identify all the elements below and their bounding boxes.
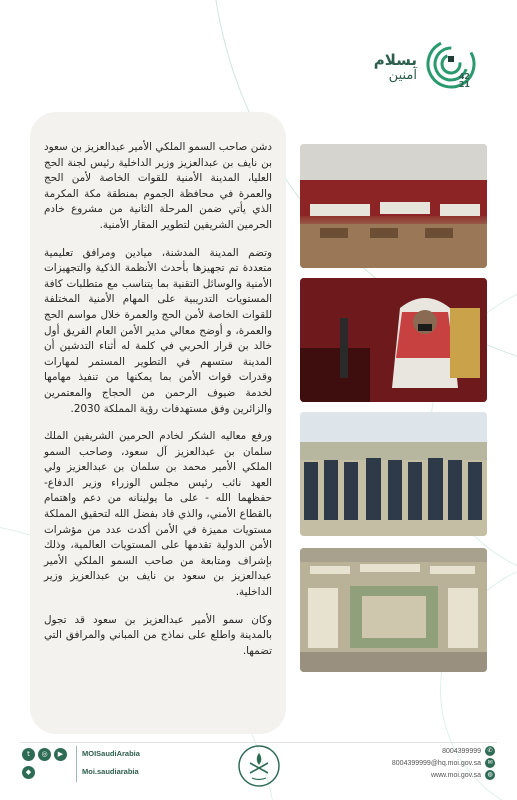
social-row-1 (22, 748, 67, 761)
contact-phone[interactable]: 8004399999 (442, 747, 481, 755)
logo-year-top: 42 (458, 72, 470, 81)
campaign-logo-year (459, 73, 470, 89)
photo-aerial-city (300, 548, 487, 672)
article-paragraph: وكان سمو الأمير عبدالعزيز بن سعود قد تجول بالمدينة واطلع على نماذج من المباني والمرافق التي تضمها. (44, 613, 272, 657)
logo-line-1: بسلام (373, 51, 417, 69)
contact-email-row[interactable] (392, 758, 495, 768)
social-handle-secondary[interactable]: Moi.saudiarabia (82, 767, 139, 776)
contact-email[interactable]: 8004399999@hq.moi.gov.sa (391, 759, 481, 767)
campaign-logo-text (374, 52, 417, 83)
article-card (30, 112, 286, 734)
instagram-icon[interactable]: ◎ (38, 748, 51, 761)
article-paragraph: وتضم المدينة المدشنة، ميادين ومرافق تعليمية متعددة تم تجهيزها بأحدث الأنظمة الذكية والتجهيزات الأمنية والوسائل التقنية بما يتناسب مع متطلبات كافة المستويات التدريبية على المهام الأمنية المختلفة للقوات الخاصة لأمن الحج والعمرة خلال مواسم الحج والعمرة، و أوضح معالي مدير الأمن العام الفريق أول خالد بن قرار الحربي في كلمة له أثناء التدشين أن المدينة ستسهم في التطوير المستمر لمهارات وقدرات قوات الأمن بما يمكنها من تنفيذ مهامها لخدمة ضيوف الرحمن من الحجاج والمعتمرين والزائرين وفق مستهدفات رؤية المملكة 2030. (44, 246, 272, 415)
contact-phone-row[interactable] (442, 746, 495, 756)
footer-divider (20, 742, 497, 743)
ministry-emblem-icon (238, 745, 280, 787)
photo-security-forces (300, 412, 487, 536)
snapchat-icon[interactable]: ◆ (22, 766, 35, 779)
campaign-logo (367, 38, 477, 98)
photo-official-illustration (300, 278, 487, 402)
logo-line-2: آمنين (388, 68, 417, 83)
youtube-icon[interactable]: ▶ (54, 748, 67, 761)
globe-icon: ◍ (485, 770, 495, 780)
article-paragraph: ورفع معاليه الشكر لخادم الحرمين الشريفين الملك سلمان بن عبدالعزيز آل سعود، وصاحب السمو الملكي الأمير محمد بن سلمان بن عبدالعزيز ولي العهد نائب رئيس مجلس الوزراء وزير الدفاع- حفظهما الله - على ما يولينانه من دعم واهتمام بالقطاع الأمني، والذي قاد بفضل الله لتحقيق المملكة مستويات مميزة في الأمن أكدت عدد من مؤشرات الأمن الدولية تقدمها على المستويات العالمية، وذلك بإشراف ومتابعة من صاحب السمو الملكي الأمير عبدالعزيز بن سعود بن نايف بن عبدالعزيز وزير الداخلية. (44, 430, 272, 599)
contact-website[interactable]: www.moi.gov.sa (430, 771, 481, 779)
social-row-2 (22, 766, 35, 779)
photo-aerial-city-illustration (300, 548, 487, 672)
photo-auditorium-illustration (300, 144, 487, 268)
logo-year-bottom: 21 (458, 80, 470, 89)
social-links (22, 746, 142, 792)
contact-website-row[interactable] (431, 770, 495, 780)
photo-official (300, 278, 487, 402)
contact-info (345, 746, 495, 792)
social-divider (76, 746, 77, 782)
photo-security-forces-illustration (300, 412, 487, 536)
photo-auditorium (300, 144, 487, 268)
twitter-icon[interactable]: t (22, 748, 35, 761)
email-icon: ✉ (485, 758, 495, 768)
social-handle-main[interactable]: MOISaudiArabia (82, 749, 140, 758)
article-paragraph: دشن صاحب السمو الملكي الأمير عبدالعزيز بن سعود بن نايف بن عبدالعزيز وزير الداخلية رئيس لجنة الحج العليا، المدينة الأمنية للقوات الخاصة لأمن الحج والعمرة في محافظة الجموم بمنطقة مكة المكرمة الذي يأتي ضمن المرحلة الثانية من مشروع خادم الحرمين الشريفين لتطوير المقار الأمنية. (44, 141, 272, 231)
phone-icon: ✆ (485, 746, 495, 756)
